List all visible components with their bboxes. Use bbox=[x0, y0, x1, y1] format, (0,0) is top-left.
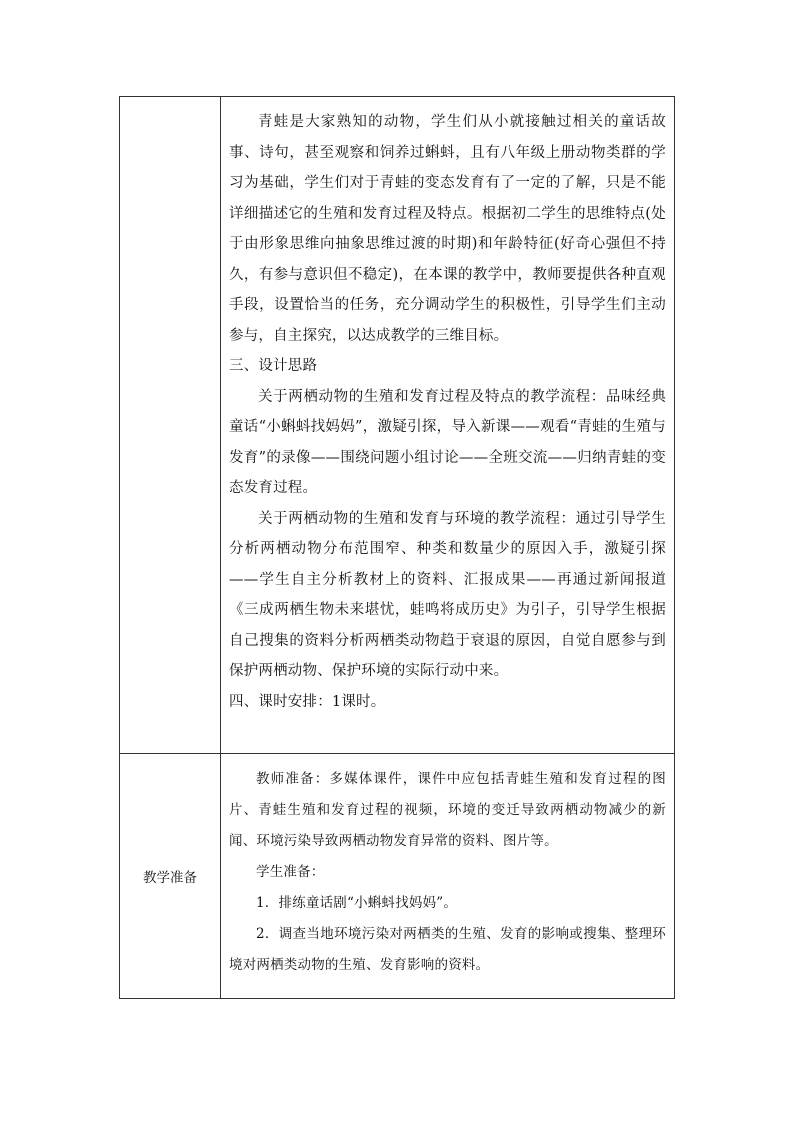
table-row bbox=[120, 97, 675, 754]
paragraph: 学生准备： bbox=[256, 864, 325, 880]
row-label bbox=[120, 97, 221, 754]
section-heading: 三、设计思路 bbox=[229, 358, 318, 374]
list-item: 2．调查当地环境污染对两栖类的生殖、发育的影响或搜集、整理环境对两栖类动物的生殖、发育影响的资料。 bbox=[229, 926, 666, 973]
table-row bbox=[120, 754, 675, 999]
row-content bbox=[221, 754, 675, 999]
lesson-plan-table bbox=[119, 96, 675, 999]
paragraph: 青蛙是大家熟知的动物，学生们从小就接触过相关的童话故事、诗句，甚至观察和饲养过蝌蚪，且有八年级上册动物类群的学习为基础，学生们对于青蛙的变态发育有了一定的了解，只是不能详细描述它的生殖和发育过程及特点。根据初二学生的思维特点(处于由形象思维向抽象思维过渡的时期)和年龄特征(好奇心强但不持久，有参与意识但不稳定)，在本课的教学中，教师要提供各种直观手段，设置恰当的任务，充分调动学生的积极性，引导学生们主动参与，自主探究，以达成教学的三维目标。 bbox=[229, 114, 666, 344]
paragraph: 教师准备：多媒体课件，课件中应包括青蛙生殖和发育过程的图片、青蛙生殖和发育过程的视频，环境的变迁导致两栖动物减少的新闻、环境污染导致两栖动物发育异常的资料、图片等。 bbox=[229, 771, 666, 849]
section-heading: 四、课时安排：1课时。 bbox=[229, 693, 386, 710]
paragraph: 关于两栖动物的生殖和发育过程及特点的教学流程：品味经典童话“小蝌蚪找妈妈”，激疑引探，导入新课——观看“青蛙的生殖与发育”的录像——围绕问题小组讨论——全班交流——归纳青蛙的变态发育过程。 bbox=[229, 388, 666, 496]
row-content bbox=[221, 97, 675, 754]
row-label: 教学准备 bbox=[120, 754, 221, 999]
list-item: 1．排练童话剧“小蝌蚪找妈妈”。 bbox=[256, 895, 458, 911]
paragraph: 关于两栖动物的生殖和发育与环境的教学流程：通过引导学生分析两栖动物分布范围窄、种类和数量少的原因入手，激疑引探——学生自主分析教材上的资料、汇报成果——再通过新闻报道《三成两栖生物未来堪忧，蛙鸣将成历史》为引子，引导学生根据自己搜集的资料分析两栖类动物趋于衰退的原因，自觉自愿参与到保护两栖动物、保护环境的实际行动中来。 bbox=[229, 510, 666, 679]
